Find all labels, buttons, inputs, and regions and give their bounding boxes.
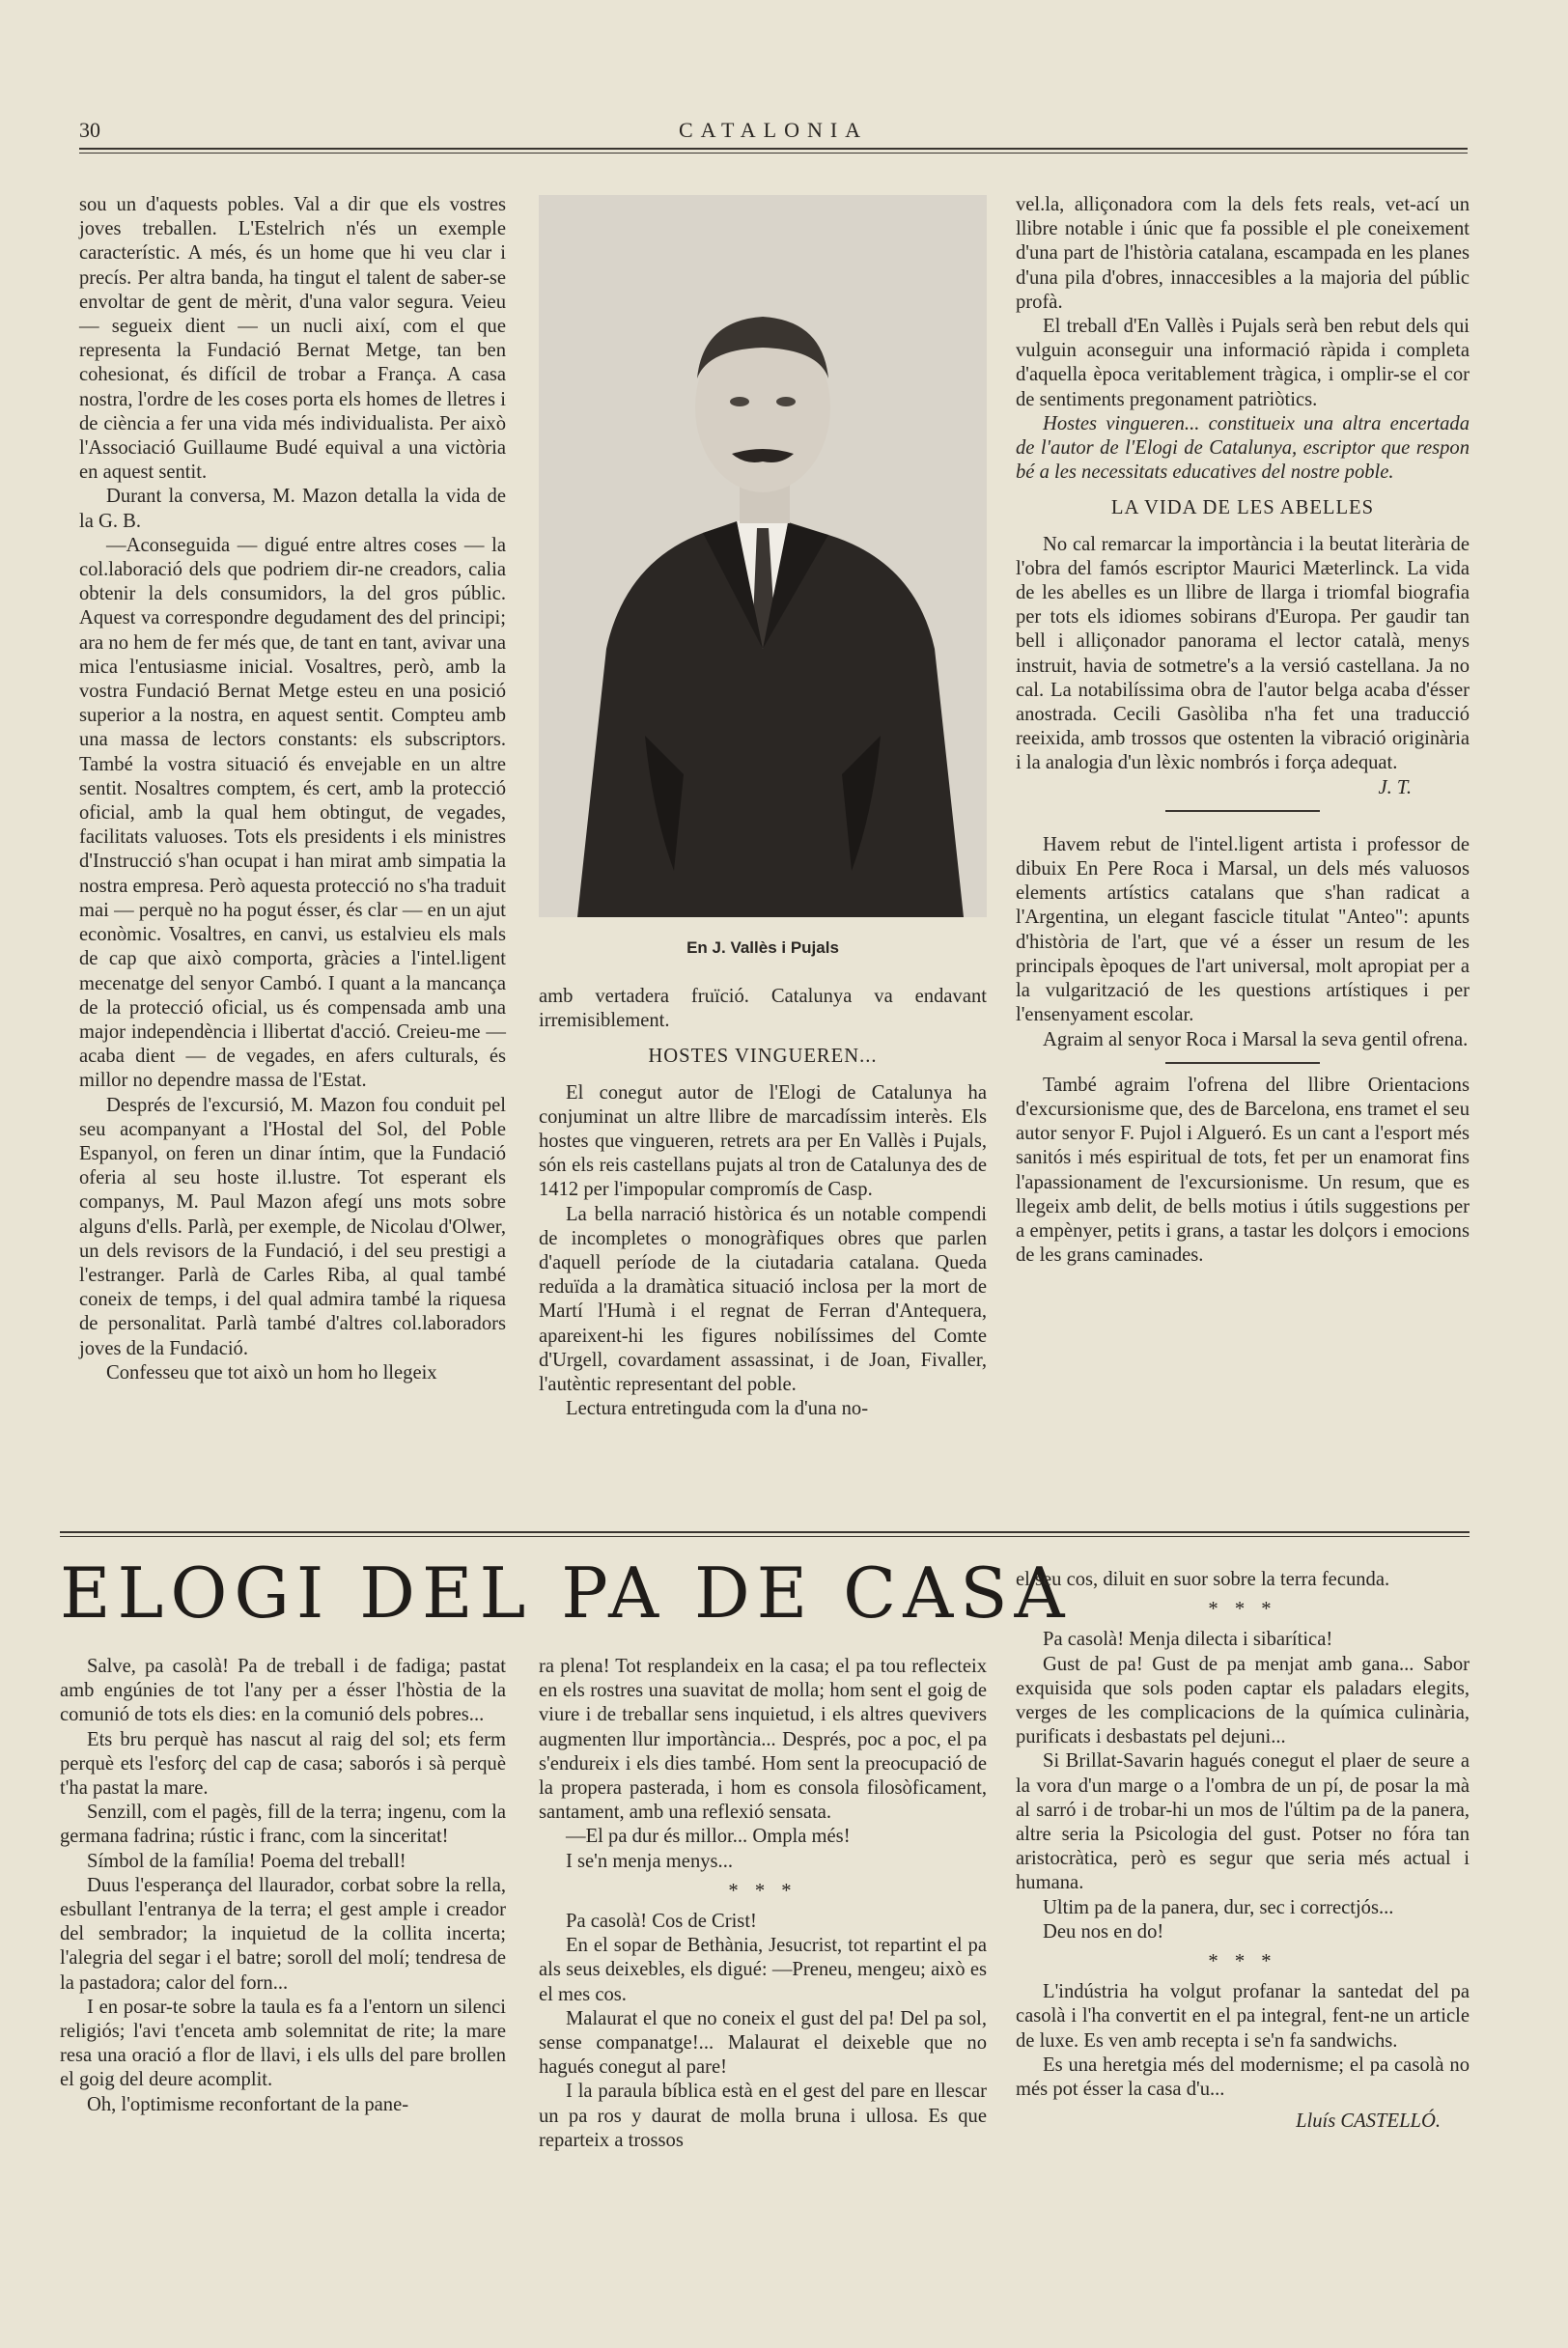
page-number: 30: [79, 118, 100, 142]
portrait-photo: [539, 195, 987, 917]
paragraph: El treball d'En Vallès i Pujals serà ben rebut dels qui vulguin aconseguir una informació ràpida i completa d'aquella època veritablement tràgica, i omplir-se el cor de sentiments pregonament patriòtics.: [1016, 316, 1470, 410]
paragraph: Ets bru perquè has nascut al raig del sol; ets ferm perquè ets l'esforç del cap de casa; saborós i sà perquè t'ha pastat la mare.: [60, 1728, 506, 1800]
paragraph: Duus l'esperança del llaurador, corbat sobre la rella, esbullant l'entranya de la terra; el gest ample i creador del sembrador; la inquietud de la collita incerta; l'alegria del segar i el batre; soroll del molí; tendresa de la pastadora; calor del forn...: [60, 1874, 506, 1994]
paragraph: El conegut autor de l'Elogi de Catalunya ha conjuminat un altre llibre de marcadíssim interès. Els hostes que vingueren, retrets ara per En Vallès i Pujals, són els reis castellans pujats al tron de Catalunya des de 1412 per l'impopular compromís de Casp.: [539, 1081, 987, 1201]
stars-divider: * * *: [1208, 1951, 1277, 1973]
paragraph: I se'n menja menys...: [566, 1850, 733, 1872]
paragraph: ra plena! Tot resplandeix en la casa; el pa tou reflecteix en els rostres una suavitat de molla; hom sent el goig de viure i de treballar sens inquietud, i els altres quevivers augmenten llur importància... Després, poc a poc, el pa s'endureix i els dies també. Hom sent la preocupació de la propera pasterada, i hom es consola filosòficament, santament, amb una reflexió sensata.: [539, 1656, 987, 1824]
paragraph: —Aconseguida — digué entre altres coses — la col.laboració dels que podriem dir-ne creadors, calia obtenir la dels consumidors, la del gros públic. Aquest va correspondre degudament des del principi; ara no hem de fer més que, de tant en tant, avivar una mica l'entusiasme inicial. Vosaltres, però, amb la vostra Fundació Bernat Metge esteu en una posició superior a la nostra, en aquest sentit. Compteu amb una massa de lectors constants: els subscriptors. També la vostra situació és envejable en un altre sentit. Nosaltres comptem, és cert, amb la protecció oficial, amb la qual hem obtingut, de vegades, facilitats valuoses. Tots els presidents i els ministres d'Instrucció s'han ocupat i han mirat amb simpatia la nostra empresa. Però aquesta protecció no s'ha traduit mai — perquè no ha pogut ésser, és clar — en un ajut econòmic. Vosaltres, en canvi, us estalvieu els mals de cap que això comporta, gràcies a l'intel.ligent mecenatge del senyor Cambó. I quant a la mancança de la protecció oficial, us és compensada amb una major independència i llibertat d'acció. Creieu-me — acaba dient — de vegades, en afers culturals, és millor no dependre massa de l'Estat.: [79, 534, 506, 1092]
column-2: [539, 985, 987, 1421]
paragraph: sou un d'aquests pobles. Val a dir que els vostres joves treballen. L'Estelrich n'és un exemple característic. A més, és un home que hi veu clar i precís. Per altra banda, ha tingut el talent de saber-se envoltar de gent de mèrit, d'una valor segura. Veieu — segueix dient — un nucli així, com el que representa la Fundació Bernat Metge, tan ben cohesionat, és difícil de trobar a França. A casa nostra, l'ordre de les coses porta els homes de lletres i de ciència a fer una vida més individualista. Per això l'Associació Guillaume Budé equival a una victòria en aquest sentit.: [79, 194, 506, 484]
photo-caption: En J. Vallès i Pujals: [686, 938, 839, 957]
section-rule-thin: [60, 1536, 1470, 1537]
page-header: [79, 114, 1468, 153]
paragraph: No cal remarcar la importància i la beutat literària de l'obra del famós escriptor Maurici Mæterlinck. La vida de les abelles es un llibre de llarga i triomfal biografia per tots els idiomes sobirans d'Europa. Per gaudir tan bell i alliçonador panorama el lector català, menys instruit, havia de sotmetre's a la versió castellana. Ja no cal. La notabilíssima obra de l'autor belga acaba d'ésser anostrada. Cecili Gasòliba n'ha fet una traducció reeixida, amb trossos que ostenten la vibració originària i la analogia d'un lèxic nombrós i força adequat.: [1016, 533, 1470, 774]
paragraph: Símbol de la família! Poema del treball!: [87, 1850, 406, 1872]
signature: J. T.: [1378, 776, 1412, 798]
paragraph: Durant la conversa, M. Mazon detalla la vida de la G. B.: [79, 486, 506, 532]
paragraph: La bella narració històrica és un notable compendi de incompletes o monogràfiques obres que parlen d'aquell període de la ciutadaria catalana. Queda reduïda a la dramàtica situació inclosa per la mort de Martí l'Humà i el regnat de Ferran d'Antequera, apareixent-hi les figures nobilíssimes del Comte d'Urgell, covardament assassinat, i de Joan, Fivaller, l'autèntic representant del poble.: [539, 1203, 987, 1396]
paragraph: amb vertadera fruïció. Catalunya va endavant irremisiblement.: [539, 986, 987, 1032]
paragraph: I en posar-te sobre la taula es fa a l'entorn un silenci religiós; l'avi t'enceta amb solemnitat de rite; la mare resa una oració a flor de llavi, i els ulls del pare brollen el goig del deure acomplit.: [60, 1996, 506, 2091]
signature: Lluís CASTELLÓ.: [1296, 2110, 1441, 2133]
paragraph: —El pa dur és millor... Ompla més!: [566, 1826, 851, 1848]
stars-divider: * * *: [1208, 1599, 1277, 1621]
header-rule-thin: [79, 153, 1468, 154]
paragraph: Pa casolà! Cos de Crist!: [566, 1911, 757, 1933]
article-title: ELOGI DEL PA DE CASA: [60, 1552, 1072, 1634]
paragraph: I la paraula bíblica està en el gest del pare en llescar un pa ros y daurat de molla bruna i ullosa. Es que reparteix a trossos: [539, 2081, 987, 2151]
portrait-man-icon: [539, 195, 987, 917]
paragraph: En el sopar de Bethània, Jesucrist, tot repartint el pa als seus deixebles, els digué: —Preneu, mengeu; això es el mes cos.: [539, 1935, 987, 2005]
paragraph: Gust de pa! Gust de pa menjat amb gana... Sabor exquisida que sols poden captar els paladars elegits, verges de les complicacions de la química culinària, purificats i desbastats pel dejuni...: [1016, 1653, 1470, 1748]
header-rule: [79, 148, 1468, 150]
paragraph: Es una heretgia més del modernisme; el pa casolà no més pot ésser la casa d'u...: [1016, 2054, 1470, 2101]
paragraph: vel.la, alliçonadora com la dels fets reals, vet-ací un llibre notable i únic que fa possible el ple coneixement d'una part de l'història catalana, escampada en les planes d'una pila d'obres, innaccesibles a la majoria del públic profà.: [1016, 194, 1470, 313]
paragraph: Hostes vingueren... constitueix una altra encertada de l'autor de l'Elogi de Catalunya, escriptor que respon bé a les necessitats educatives del nostre poble.: [1016, 412, 1470, 484]
section-rule: [60, 1531, 1470, 1533]
section-heading: HOSTES VINGUEREN...: [648, 1046, 878, 1068]
divider: [1165, 1062, 1320, 1064]
paragraph: Agraim al senyor Roca i Marsal la seva gentil ofrena.: [1043, 1028, 1469, 1050]
paragraph: Després de l'excursió, M. Mazon fou conduit pel seu acompanyant a l'Hostal del Sol, del Poble Espanyol, on feren un dinar íntim, que la Fundació oferia al seu hoste il.lustre. Tot esperant els companys, M. Paul Mazon afegí uns mots sobre alguns d'ells. Parlà, per exemple, de Nicolau d'Olwer, un dels revisors de la Fundació, i del seu prestigi a l'estranger. Parlà de Carles Riba, al qual també coneix de temps, i del qual admira també la riquesa de personalitat. Parlà també d'altres col.laboradors joves de la Fundació.: [79, 1094, 506, 1359]
paragraph: Deu nos en do!: [1043, 1920, 1164, 1943]
paragraph: Si Brillat-Savarin hagués conegut el plaer de seure a la vora d'un marge o a l'ombra de un pí, de posar la mà al sarró i de trobar-hi un mos de l'últim pa de la panera, altre seria la Psicologia del gust. Potser no fóra tan aristocràtica, però es segur que seria més actual i humana.: [1016, 1750, 1470, 1894]
stars-divider: * * *: [728, 1880, 798, 1902]
paragraph: Malaurat el que no coneix el gust del pa! Del pa sol, sense companatge!... Malaurat el deixeble que no hagués conegut al pare!: [539, 2007, 987, 2079]
paragraph: Pa casolà! Menja dilecta i sibarítica!: [1043, 1629, 1333, 1651]
column-3: [1016, 193, 1470, 1268]
column-1: [79, 193, 506, 1385]
paragraph: Confesseu que tot això un hom ho llegeix: [106, 1361, 437, 1384]
divider: [1165, 810, 1320, 812]
paragraph: L'indústria ha volgut profanar la santedat del pa casolà i l'ha convertit en el pa integral, fent-ne un article de luxe. Es ven amb recepta i se'n fa sandwichs.: [1016, 1981, 1470, 2052]
paragraph: el seu cos, diluit en suor sobre la terra fecunda.: [1016, 1569, 1390, 1590]
article-column-3: [1016, 1568, 1470, 2134]
article-column-2: [539, 1655, 987, 2153]
paragraph: Lectura entretinguda com la d'una no-: [566, 1398, 869, 1420]
paragraph: Ultim pa de la panera, dur, sec i correctjós...: [1043, 1896, 1394, 1918]
paragraph: Senzill, com el pagès, fill de la terra; ingenu, com la germana fadrina; rústic i franc, com la sinceritat!: [60, 1802, 506, 1848]
section-heading: LA VIDA DE LES ABELLES: [1110, 497, 1375, 519]
paragraph: Salve, pa casolà! Pa de treball i de fadiga; pastat amb engúnies de tot l'any per a ésser l'hòstia de la comunió de tots els dies: en la comunió dels pobres...: [60, 1656, 506, 1726]
paragraph: Oh, l'optimisme reconfortant de la pane-: [87, 2093, 409, 2115]
paragraph: Havem rebut de l'intel.ligent artista i professor de dibuix En Pere Roca i Marsal, un dels més valuosos elements artístics catalans que s'han radicat a l'Argentina, un elegant fascicle titulat "Anteo": apunts d'història de l'art, que vé a ésser un resum de les principals èpoques de l'art universal, molt apropiat per a la vulgarització de les questions artístiques i per l'ensenyament escolar.: [1016, 833, 1470, 1026]
paragraph: També agraim l'ofrena del llibre Orientacions d'excursionisme que, des de Barcelona, ens tramet el seu autor senyor F. Pujol i Algueró. Es un cant a l'esport més sanitós i més espiritual de tots, fet per un enamorat fins l'apassionament de l'excursionisme. Un resum, que es llegeix amb delit, de bells motius i útils suggestions per a empènyer, petits i grans, a tastar les dolçors i emocions de les grans caminades.: [1016, 1074, 1470, 1267]
journal-title: CATALONIA: [678, 118, 869, 142]
article-column-1: [60, 1655, 506, 2117]
